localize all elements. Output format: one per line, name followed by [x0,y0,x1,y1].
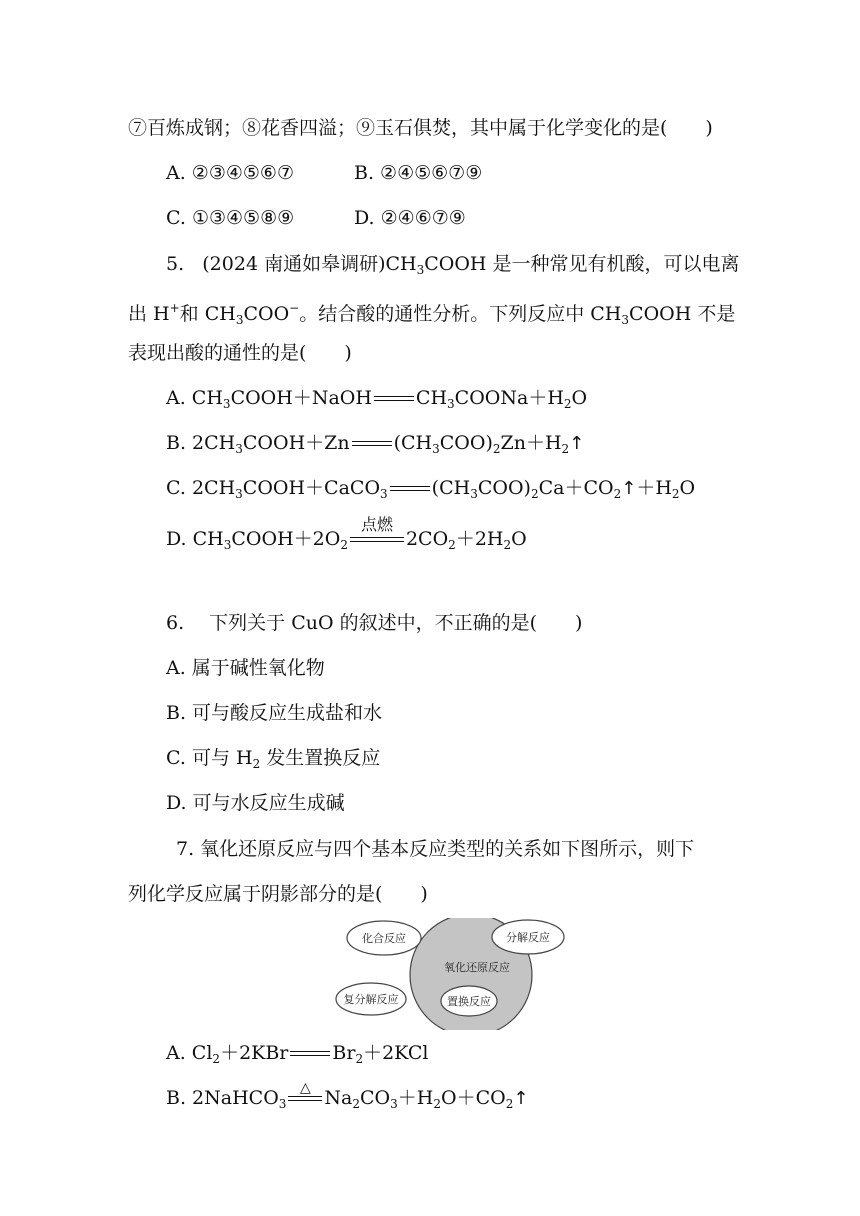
q5-stem-line1: 5. (2024 南通如皋调研)$CH_3COOH$ 是一种常见有机酸，可以电离 [166,253,740,277]
q6-option-b[interactable]: B. 可与酸反应生成盐和水 [166,702,383,724]
q5-option-d[interactable]: D. $CH_3COOH+2O_2$ 点燃 $2CO_2+2H_2O$ [166,515,527,552]
label-decomposition: 分解反应 [506,931,550,944]
q6-stem: 6. 下列关于 CuO 的叙述中，不正确的是( ) [166,612,583,634]
q4-continuation: ⑦百炼成钢；⑧花香四溢；⑨玉石俱焚，其中属于化学变化的是( ) [128,117,713,139]
q4-option-d[interactable]: D. ②④⑥⑦⑨ [354,207,466,229]
q7-stem-line1: 7. 氧化还原反应与四个基本反应类型的关系如下图所示，则下 [176,838,695,860]
q7-option-a[interactable]: A. $Cl_2+2KBr$ $Br_2+2KCl$ [166,1042,429,1066]
q6-option-c[interactable]: C. 可与 $H_2$ 发生置换反应 [166,747,381,771]
label-double-decomposition: 复分解反应 [343,993,399,1006]
gas-arrow-icon: ↑ [569,433,585,454]
reaction-type-diagram [334,918,574,1030]
label-displacement: 置换反应 [447,995,491,1008]
q7-stem-line2: 列化学反应属于阴影部分的是( ) [128,883,428,905]
q4-option-b[interactable]: B. ②④⑤⑥⑦⑨ [354,162,483,184]
q6-option-a[interactable]: A. 属于碱性氧化物 [166,657,325,679]
q7-option-b[interactable]: B. 2NaHCO$_3$ △ $Na_2CO_3+H_2O+CO_2↑$ [166,1086,528,1116]
gas-arrow-icon: ↑ [621,478,637,499]
q5-number: 5. [166,253,185,275]
q5-option-c[interactable]: C. $2CH_3COOH+CaCO_3$ $(CH_3COO)_2Ca+CO_2↑+H_2O$ [166,477,696,501]
q5-option-b[interactable]: B. $2CH_3COOH+Zn$ $(CH_3COO)_2Zn+H_2↑$ [166,432,585,456]
heat-condition-icon: △ [300,1080,311,1096]
q5-source: (2024 南通如皋调研) [202,253,386,275]
gas-arrow-icon: ↑ [513,1088,529,1109]
q4-option-a[interactable]: A. ②③④⑤⑥⑦ [166,162,294,184]
q6-option-d[interactable]: D. 可与水反应生成碱 [166,792,345,814]
reaction-condition: 点燃 [360,515,393,534]
label-redox: 氧化还原反应 [444,961,510,974]
q5-stem-line3: 表现出酸的通性的是( ) [128,342,352,364]
q5-stem-line2: 出 H+和 $CH_3COO^-$。结合酸的通性分析。下列反应中 $CH_3COOH$ 不是 [128,301,736,327]
label-combination: 化合反应 [362,932,406,945]
q5-option-a[interactable]: A. $CH_3COOH+NaOH$ $CH_3COONa+H_2O$ [166,387,588,411]
q4-option-c[interactable]: C. ①③④⑤⑧⑨ [166,207,295,229]
